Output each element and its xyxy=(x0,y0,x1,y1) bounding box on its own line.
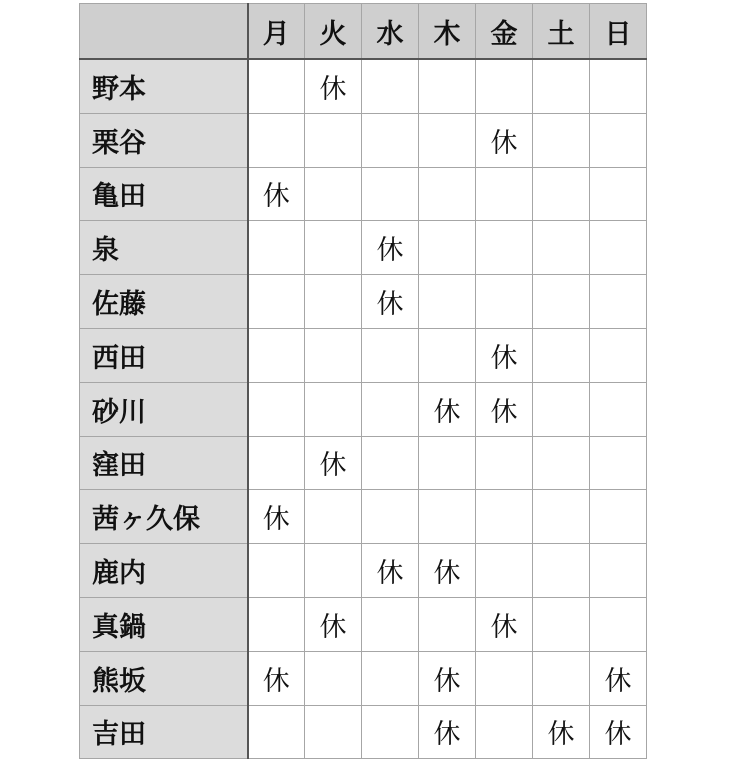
day-off-cell[interactable]: 休 xyxy=(533,705,590,759)
table-row xyxy=(80,544,647,598)
day-off-cell[interactable]: 休 xyxy=(476,328,533,382)
day-off-cell[interactable] xyxy=(362,597,419,651)
day-off-cell[interactable]: 休 xyxy=(362,275,419,329)
day-off-cell[interactable]: 休 xyxy=(248,490,305,544)
day-off-cell[interactable] xyxy=(590,167,647,221)
day-off-cell[interactable] xyxy=(533,167,590,221)
day-off-cell[interactable] xyxy=(362,59,419,113)
day-off-cell[interactable] xyxy=(590,59,647,113)
day-off-cell[interactable] xyxy=(305,275,362,329)
day-off-cell[interactable] xyxy=(590,275,647,329)
day-header[interactable]: 水 xyxy=(362,4,419,60)
day-off-cell[interactable] xyxy=(419,275,476,329)
day-off-cell[interactable] xyxy=(533,651,590,705)
day-off-cell[interactable] xyxy=(419,113,476,167)
day-off-cell[interactable] xyxy=(419,490,476,544)
day-off-cell[interactable] xyxy=(362,705,419,759)
day-off-cell[interactable] xyxy=(476,275,533,329)
day-off-cell[interactable]: 休 xyxy=(590,705,647,759)
employee-name-cell[interactable]: 栗谷 xyxy=(80,113,248,167)
employee-name-cell[interactable]: 野本 xyxy=(80,59,248,113)
day-off-cell[interactable] xyxy=(419,328,476,382)
day-off-cell[interactable] xyxy=(590,328,647,382)
day-off-cell[interactable] xyxy=(362,651,419,705)
day-off-cell[interactable] xyxy=(419,597,476,651)
employee-name-cell[interactable]: 熊坂 xyxy=(80,651,248,705)
day-off-cell[interactable]: 休 xyxy=(362,221,419,275)
day-off-cell[interactable] xyxy=(362,382,419,436)
table-row xyxy=(80,275,647,329)
day-off-cell[interactable] xyxy=(248,59,305,113)
employee-name-cell[interactable]: 窪田 xyxy=(80,436,248,490)
day-off-cell[interactable] xyxy=(305,382,362,436)
table-row xyxy=(80,597,647,651)
day-off-cell[interactable] xyxy=(533,490,590,544)
day-off-cell[interactable] xyxy=(305,167,362,221)
day-off-cell[interactable] xyxy=(362,436,419,490)
table-row xyxy=(80,382,647,436)
day-off-cell[interactable]: 休 xyxy=(362,544,419,598)
day-off-cell[interactable] xyxy=(476,59,533,113)
day-off-cell[interactable] xyxy=(305,490,362,544)
day-off-cell[interactable] xyxy=(362,490,419,544)
employee-name-cell[interactable]: 吉田 xyxy=(80,705,248,759)
day-off-cell[interactable] xyxy=(305,221,362,275)
day-off-cell[interactable]: 休 xyxy=(419,651,476,705)
day-off-cell[interactable] xyxy=(248,597,305,651)
day-off-cell[interactable] xyxy=(248,382,305,436)
employee-name-cell[interactable]: 亀田 xyxy=(80,167,248,221)
header-row xyxy=(80,4,647,60)
day-off-cell[interactable] xyxy=(533,275,590,329)
table-row xyxy=(80,705,647,759)
day-off-cell[interactable]: 休 xyxy=(248,167,305,221)
day-off-cell[interactable] xyxy=(476,544,533,598)
day-off-cell[interactable]: 休 xyxy=(476,113,533,167)
day-off-cell[interactable] xyxy=(590,597,647,651)
table-row xyxy=(80,490,647,544)
day-off-cell[interactable] xyxy=(248,113,305,167)
day-off-cell[interactable] xyxy=(248,436,305,490)
day-off-cell[interactable] xyxy=(476,705,533,759)
table-row xyxy=(80,436,647,490)
day-header[interactable]: 月 xyxy=(248,4,305,60)
table-row xyxy=(80,221,647,275)
day-header[interactable]: 火 xyxy=(305,4,362,60)
day-off-cell[interactable] xyxy=(248,544,305,598)
day-off-cell[interactable] xyxy=(533,382,590,436)
day-off-cell[interactable] xyxy=(248,328,305,382)
day-off-cell[interactable] xyxy=(533,597,590,651)
shift-table-container xyxy=(79,3,647,759)
day-off-cell[interactable]: 休 xyxy=(305,436,362,490)
day-off-cell[interactable]: 休 xyxy=(419,382,476,436)
day-off-cell[interactable] xyxy=(362,167,419,221)
table-body xyxy=(80,59,647,759)
day-off-cell[interactable] xyxy=(305,113,362,167)
employee-name-cell[interactable]: 砂川 xyxy=(80,382,248,436)
day-off-cell[interactable] xyxy=(248,221,305,275)
day-off-cell[interactable] xyxy=(305,651,362,705)
day-off-cell[interactable] xyxy=(248,705,305,759)
employee-name-cell[interactable]: 泉 xyxy=(80,221,248,275)
day-header[interactable]: 日 xyxy=(590,4,647,60)
day-off-cell[interactable] xyxy=(248,275,305,329)
day-off-cell[interactable] xyxy=(305,544,362,598)
table-row xyxy=(80,651,647,705)
table-row xyxy=(80,328,647,382)
day-off-cell[interactable]: 休 xyxy=(248,651,305,705)
day-off-cell[interactable] xyxy=(590,113,647,167)
table-header xyxy=(80,4,647,60)
day-off-cell[interactable] xyxy=(533,221,590,275)
day-off-cell[interactable] xyxy=(590,544,647,598)
employee-name-cell[interactable]: 真鍋 xyxy=(80,597,248,651)
day-off-cell[interactable]: 休 xyxy=(476,382,533,436)
day-off-cell[interactable]: 休 xyxy=(476,597,533,651)
day-off-cell[interactable]: 休 xyxy=(305,597,362,651)
day-off-cell[interactable] xyxy=(533,59,590,113)
day-off-cell[interactable] xyxy=(476,436,533,490)
day-off-cell[interactable] xyxy=(590,382,647,436)
day-off-cell[interactable] xyxy=(533,328,590,382)
day-off-cell[interactable] xyxy=(590,221,647,275)
corner-cell[interactable] xyxy=(80,4,248,60)
day-off-cell[interactable] xyxy=(305,705,362,759)
day-off-cell[interactable] xyxy=(305,328,362,382)
day-off-cell[interactable] xyxy=(476,221,533,275)
employee-name-cell[interactable]: 佐藤 xyxy=(80,275,248,329)
day-off-cell[interactable] xyxy=(476,651,533,705)
shift-table xyxy=(79,3,647,759)
employee-name-cell[interactable]: 鹿内 xyxy=(80,544,248,598)
day-header[interactable]: 金 xyxy=(476,4,533,60)
day-off-cell[interactable] xyxy=(362,328,419,382)
day-off-cell[interactable] xyxy=(590,490,647,544)
table-row xyxy=(80,59,647,113)
day-off-cell[interactable] xyxy=(533,436,590,490)
day-header[interactable]: 木 xyxy=(419,4,476,60)
employee-name-cell[interactable]: 茜ヶ久保 xyxy=(80,490,248,544)
day-off-cell[interactable] xyxy=(419,59,476,113)
day-off-cell[interactable] xyxy=(419,167,476,221)
day-off-cell[interactable] xyxy=(533,113,590,167)
day-off-cell[interactable] xyxy=(419,436,476,490)
day-off-cell[interactable] xyxy=(476,167,533,221)
day-off-cell[interactable]: 休 xyxy=(590,651,647,705)
table-row xyxy=(80,113,647,167)
day-off-cell[interactable] xyxy=(533,544,590,598)
day-off-cell[interactable] xyxy=(362,113,419,167)
day-off-cell[interactable]: 休 xyxy=(419,705,476,759)
employee-name-cell[interactable]: 西田 xyxy=(80,328,248,382)
day-header[interactable]: 土 xyxy=(533,4,590,60)
table-row xyxy=(80,167,647,221)
day-off-cell[interactable]: 休 xyxy=(305,59,362,113)
day-off-cell[interactable]: 休 xyxy=(419,544,476,598)
day-off-cell[interactable] xyxy=(590,436,647,490)
day-off-cell[interactable] xyxy=(476,490,533,544)
day-off-cell[interactable] xyxy=(419,221,476,275)
